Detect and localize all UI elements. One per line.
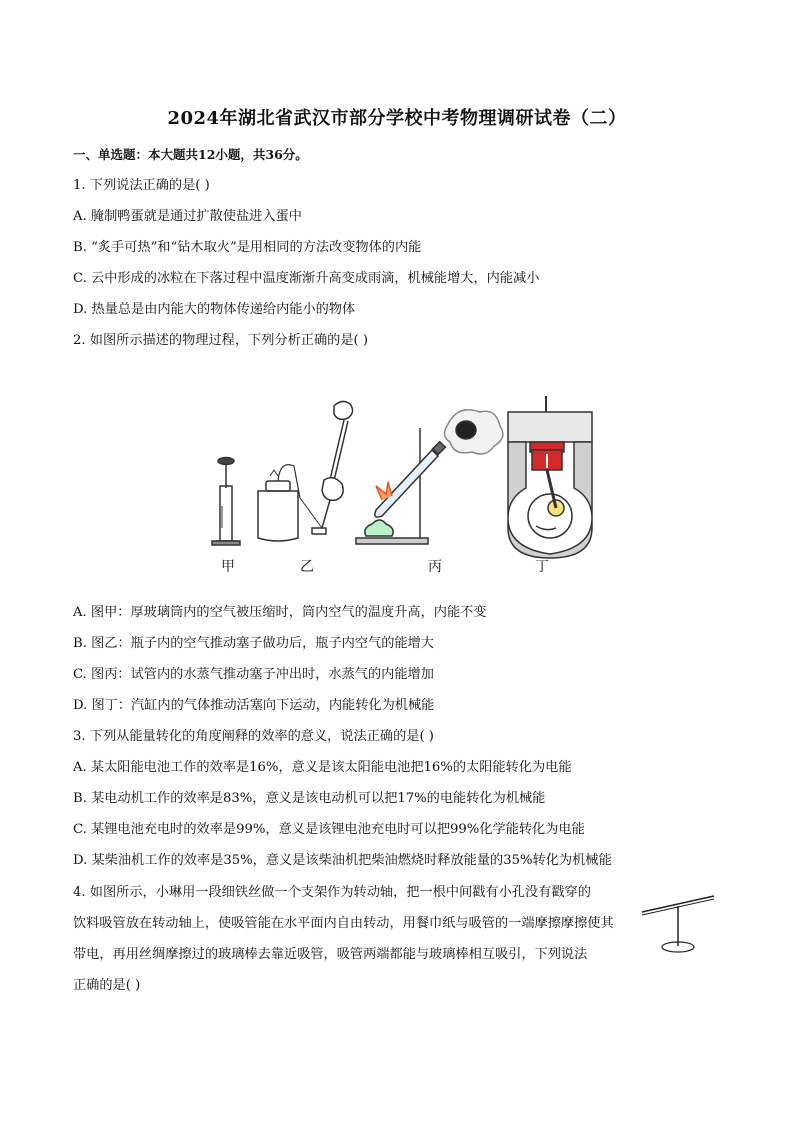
question-3-option-d: D. 某柴油机工作的效率是35%，意义是该柴油机把柴油燃烧时释放能量的35%转化为机械能 [73, 853, 612, 868]
straw-pivot-figure [638, 890, 718, 954]
bottle-illustration [258, 465, 300, 541]
question-1-stem: 1. 下列说法正确的是( ) [73, 178, 210, 193]
question-4-stem-line-4: 正确的是( ) [73, 978, 141, 993]
question-1-option-b: B. “炙手可热”和“钻木取火”是用相同的方法改变物体的内能 [73, 240, 422, 255]
figure-label-yi: 乙 [300, 559, 314, 575]
question-1-option-a: A. 腌制鸭蛋就是通过扩散使盐进入蛋中 [73, 209, 302, 224]
question-1-option-c: C. 云中形成的冰粒在下落过程中温度渐渐升高变成雨滴，机械能增大，内能减小 [73, 271, 540, 286]
figure-label-ding: 丁 [535, 559, 549, 575]
hand-pump-illustration [300, 401, 353, 534]
page-title: 2024年湖北省武汉市部分学校中考物理调研试卷（二） [167, 108, 627, 129]
question-4-stem-line-1: 4. 如图所示，小琳用一段细铁丝做一个支架作为转动轴，把一根中间戳有小孔没有戳穿的 [73, 885, 591, 900]
section-heading: 一、单选题：本大题共12小题，共36分。 [73, 147, 308, 162]
question-3-option-c: C. 某锂电池充电时的效率是99%，意义是该锂电池充电时可以把99%化学能转化为电能 [73, 822, 585, 837]
figure-label-jia: 甲 [221, 559, 235, 575]
question-4-stem-line-3: 带电，再用丝绸摩擦过的玻璃棒去靠近吸管，吸管两端都能与玻璃棒相互吸引，下列说法 [73, 947, 588, 962]
question-2-option-b: B. 图乙：瓶子内的空气推动塞子做功后，瓶子内空气的能增大 [73, 636, 434, 651]
pump-illustration [212, 458, 240, 546]
question-3-option-b: B. 某电动机工作的效率是83%，意义是该电动机可以把17%的电能转化为机械能 [73, 791, 546, 806]
question-2-stem: 2. 如图所示描述的物理过程，下列分析正确的是( ) [73, 333, 369, 348]
question-2-option-a: A. 图甲：厚玻璃筒内的空气被压缩时，筒内空气的温度升高，内能不变 [73, 605, 487, 620]
engine-illustration [508, 396, 592, 558]
test-tube-stand-illustration [356, 410, 503, 544]
question-3-option-a: A. 某太阳能电池工作的效率是16%，意义是该太阳能电池把16%的太阳能转化为电能 [73, 760, 572, 775]
question-4-stem-line-2: 饮料吸管放在转动轴上，使吸管能在水平面内自由转动，用餐巾纸与吸管的一端摩擦摩擦使其 [73, 916, 614, 931]
question-3-stem: 3. 下列从能量转化的角度阐释的效率的意义，说法正确的是( ) [73, 729, 434, 744]
figure-label-bing: 丙 [428, 559, 442, 575]
question-1-option-d: D. 热量总是由内能大的物体传递给内能小的物体 [73, 302, 356, 317]
question-2-option-d: D. 图丁：汽缸内的气体推动活塞向下运动，内能转化为机械能 [73, 698, 435, 713]
question-2-option-c: C. 图丙：试管内的水蒸气推动塞子冲出时，水蒸气的内能增加 [73, 667, 434, 682]
physics-process-figure [196, 388, 596, 578]
